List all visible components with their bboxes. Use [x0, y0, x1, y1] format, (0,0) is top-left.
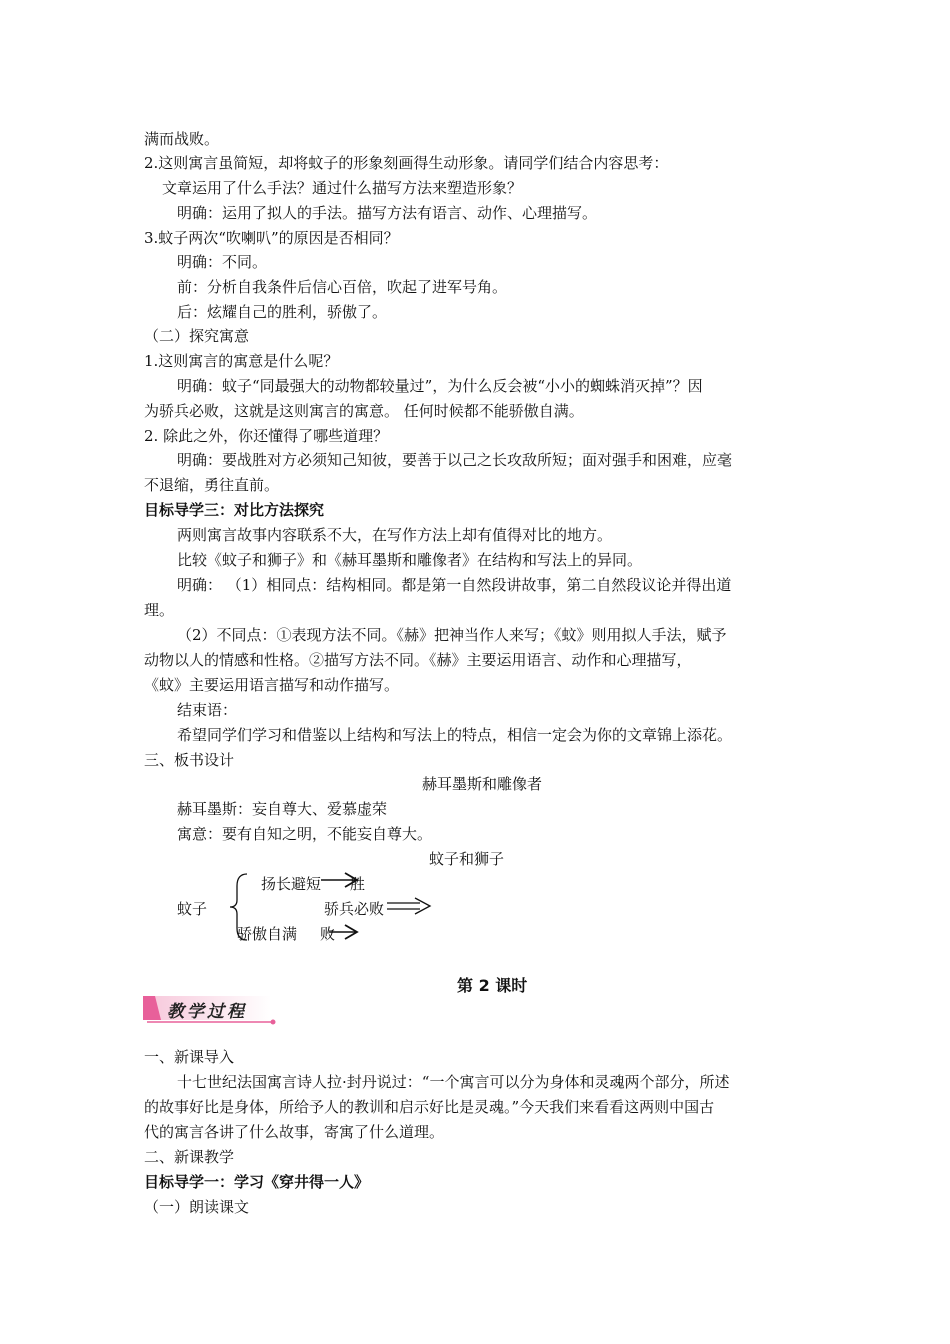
section-heading: 二、新课教学 [144, 1148, 235, 1166]
text-line: 理。 [144, 601, 175, 619]
banner-label: 教学过程 [167, 1002, 247, 1022]
answer-line: 明确： （1）相同点：结构相同。都是第一自然段讲故事，第二自然段议论并得出道 [177, 576, 732, 594]
diagram-upper-result: 胜 [350, 875, 366, 893]
arrow-right-icon [329, 925, 357, 939]
diagram-subject: 蚊子 [177, 900, 208, 918]
text-line: 《蚊》主要运用语言描写和动作描写。 [144, 676, 400, 694]
double-arrow-right-icon [387, 898, 430, 914]
arrow-right-icon [321, 873, 357, 887]
answer-line: 明确：要战胜对方必须知己知彼，要善于以己之长攻敌所短；面对强手和困难，应毫 [177, 451, 733, 469]
lesson-title: 第 2 课时 [457, 976, 528, 995]
question-1: 1.这则寓言的寓意是什么呢？ [144, 352, 339, 370]
brace-arrow-diagram [225, 870, 440, 945]
text-line: 十七世纪法国寓言诗人拉·封丹说过：“一个寓言可以分为身体和灵魂两个部分，所述 [177, 1073, 730, 1091]
answer-line: 明确：蚊子“同最强大的动物都较量过”，为什么反会被“小小的蜘蛛消灭掉”？因 [177, 377, 703, 395]
teaching-process-banner [143, 994, 277, 1026]
section-heading: 一、新课导入 [144, 1048, 235, 1066]
text-line: （2）不同点：①表现方法不同。《赫》把神当作人来写；《蚊》则用拟人手法，赋予 [177, 626, 727, 644]
goal-heading: 目标导学一：学习《穿井得一人》 [144, 1173, 370, 1191]
board-title: 赫耳墨斯和雕像者 [422, 775, 543, 793]
text-line: 赫耳墨斯：妄自尊大、爱慕虚荣 [177, 800, 388, 818]
text-line: 后：炫耀自己的胜利，骄傲了。 [177, 303, 388, 321]
board-title: 蚊子和狮子 [429, 850, 505, 868]
text-line: 比较《蚊子和狮子》和《赫耳墨斯和雕像者》在结构和写法上的异同。 [177, 551, 643, 569]
question-3: 3.蚊子两次“吹喇叭”的原因是否相同？ [144, 229, 399, 247]
answer-line: 明确：不同。 [177, 253, 268, 271]
text-line: 不退缩，勇往直前。 [144, 476, 280, 494]
question-2: 2. 除此之外，你还懂得了哪些道理？ [144, 427, 389, 445]
text-line: 代的寓言各讲了什么故事，寄寓了什么道理。 [144, 1123, 445, 1141]
text-line: 两则寓言故事内容联系不大，在写作方法上却有值得对比的地方。 [177, 526, 613, 544]
text-line: 寓意：要有自知之明，不能妄自尊大。 [177, 825, 433, 843]
diagram-upper-label: 扬长避短 [261, 875, 322, 893]
text-line: 的故事好比是身体，所给予人的教训和启示好比是灵魂。”今天我们来看看这两则中国古 [144, 1098, 715, 1116]
answer-line: 明确：运用了拟人的手法。描写方法有语言、动作、心理描写。 [177, 204, 598, 222]
section-heading: （一）朗读课文 [144, 1198, 250, 1216]
text-line: 前：分析自我条件后信心百倍，吹起了进军号角。 [177, 278, 508, 296]
section-heading: （二）探究寓意 [144, 327, 250, 345]
text-line: 结束语： [177, 701, 238, 719]
text-line: 希望同学们学习和借鉴以上结构和写法上的特点，相信一定会为你的文章锦上添花。 [177, 726, 733, 744]
question-2: 2.这则寓言虽简短，却将蚊子的形象刻画得生动形象。请同学们结合内容思考： [144, 154, 669, 172]
brace-icon [230, 874, 247, 940]
diagram-middle-label: 骄兵必败 [324, 900, 385, 918]
text-line: 满而战败。 [144, 130, 220, 148]
text-line: 文章运用了什么手法？通过什么描写方法来塑造形象？ [162, 179, 523, 197]
diagram-lower-label: 骄傲自满 [237, 925, 298, 943]
text-line: 为骄兵必败，这就是这则寓言的寓意。 任何时候都不能骄傲自满。 [144, 402, 584, 420]
section-heading: 三、板书设计 [144, 751, 235, 769]
diagram-lower-result: 败 [320, 925, 336, 943]
text-line: 动物以人的情感和性格。②描写方法不同。《赫》主要运用语言、动作和心理描写， [144, 651, 692, 669]
goal-heading: 目标导学三：对比方法探究 [144, 501, 325, 519]
